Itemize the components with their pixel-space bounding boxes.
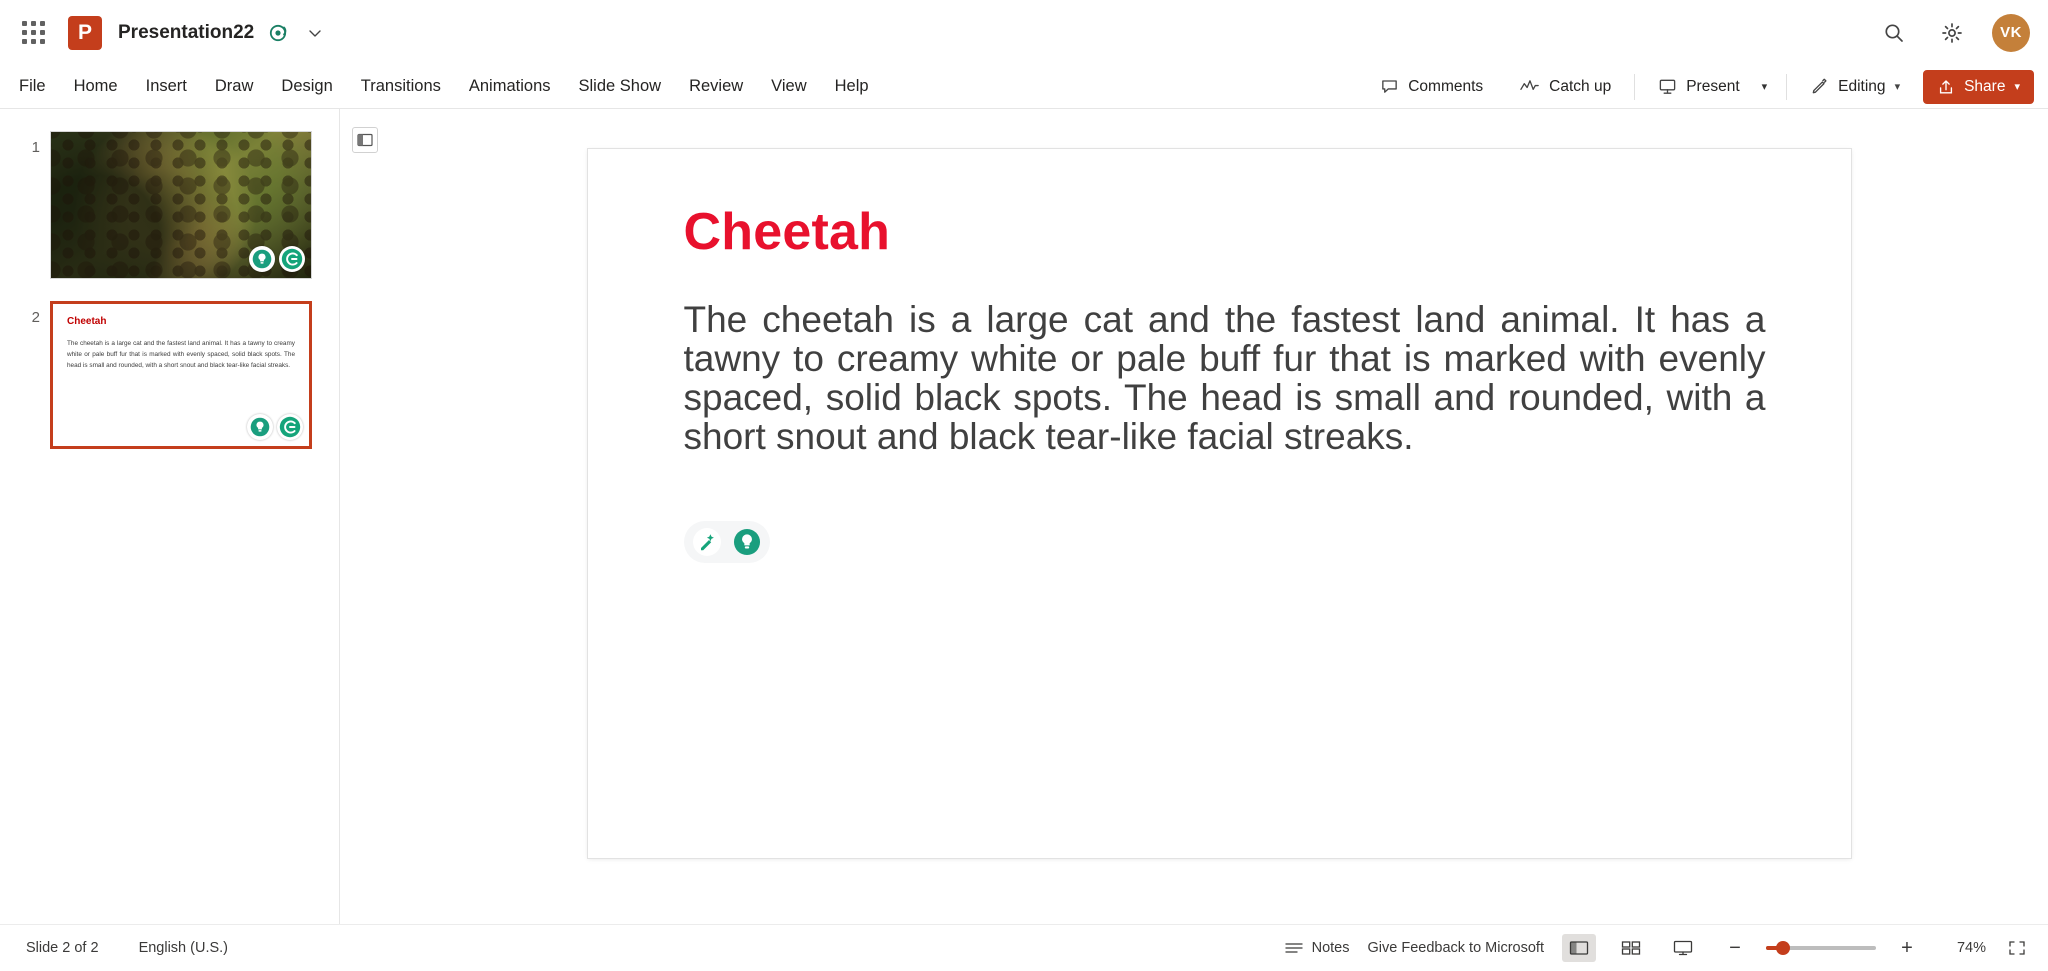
slide-suggestion-badges	[684, 521, 770, 563]
tab-help[interactable]: Help	[834, 77, 869, 95]
designer-idea-icon[interactable]	[249, 246, 275, 272]
zoom-slider[interactable]	[1766, 946, 1876, 950]
divider	[1786, 74, 1787, 100]
present-chevron-down-icon[interactable]: ▾	[1761, 81, 1768, 93]
ribbon-tab-bar	[0, 65, 2048, 109]
grammarly-icon[interactable]	[277, 414, 303, 440]
thumbnail-number: 1	[31, 139, 40, 156]
tab-draw[interactable]: Draw	[214, 77, 254, 95]
editing-chevron-down-icon[interactable]: ▾	[1894, 81, 1901, 93]
document-title[interactable]: Presentation22	[118, 21, 255, 43]
divider	[1634, 74, 1635, 100]
zoom-controls	[1718, 934, 2034, 962]
share-icon	[1937, 78, 1955, 96]
gear-icon[interactable]	[1934, 15, 1970, 51]
editing-label: Editing	[1838, 77, 1886, 95]
thumbnail-body: The cheetah is a large cat and the fastest land animal. It has a tawny to creamy white or pale buff fur that is marked with evenly spaced, solid black spots. The head is small and rounded, with a short snout and black tear-like facial streaks.	[67, 340, 295, 370]
work-area	[0, 109, 2048, 924]
thumbnail-title: Cheetah	[67, 316, 107, 327]
status-right	[1284, 934, 2034, 962]
status-bar	[0, 924, 2048, 971]
pane-gutter	[340, 109, 390, 924]
powerpoint-logo-icon	[68, 16, 102, 50]
status-left	[26, 940, 228, 956]
present-label: Present	[1686, 77, 1740, 95]
slide-sorter-view-button[interactable]	[1614, 934, 1648, 962]
zoom-out-button[interactable]: −	[1729, 936, 1741, 959]
tab-home[interactable]: Home	[73, 77, 118, 95]
tab-file[interactable]: File	[19, 77, 46, 95]
present-split-button	[1645, 69, 1776, 104]
search-icon[interactable]	[1876, 15, 1912, 51]
thumbnail-row-1[interactable]	[0, 131, 339, 279]
slide-body-placeholder[interactable]: The cheetah is a large cat and the fastest land animal. It has a tawny to creamy white or pale buff fur that is marked with evenly spaced, solid black spots. The head is small and rounded, with a short snout and black tear-like facial streaks.	[683, 299, 1766, 457]
share-button[interactable]	[1923, 70, 2034, 104]
title-bar-actions	[1876, 14, 2030, 52]
notes-label: Notes	[1311, 940, 1350, 956]
feedback-button[interactable]	[1368, 940, 1545, 956]
tab-insert[interactable]: Insert	[145, 77, 187, 95]
ribbon-actions	[1367, 69, 2034, 104]
comments-button[interactable]	[1367, 69, 1496, 104]
comment-icon	[1380, 77, 1399, 96]
tab-design[interactable]: Design	[281, 77, 333, 95]
slide-canvas[interactable]	[588, 149, 1851, 858]
thumbnail-row-2[interactable]	[0, 301, 339, 449]
grammarly-icon[interactable]	[279, 246, 305, 272]
avatar[interactable]: VK	[1992, 14, 2030, 52]
tab-slide-show[interactable]: Slide Show	[578, 77, 662, 95]
zoom-level-label[interactable]: 74%	[1956, 940, 1986, 956]
ribbon-tabs	[6, 70, 882, 103]
zoom-in-button[interactable]: +	[1901, 936, 1913, 959]
share-label: Share	[1964, 77, 2006, 95]
catch-up-icon	[1519, 77, 1540, 96]
editing-mode-button[interactable]	[1797, 69, 1913, 104]
catch-up-label: Catch up	[1549, 77, 1612, 95]
share-chevron-down-icon[interactable]: ▾	[2014, 81, 2020, 93]
tab-review[interactable]: Review	[689, 77, 744, 95]
slide-counter[interactable]: Slide 2 of 2	[26, 940, 99, 956]
tab-transitions[interactable]: Transitions	[360, 77, 441, 95]
slide-thumbnail-1[interactable]	[50, 131, 312, 279]
present-screen-icon	[1658, 77, 1677, 96]
pencil-icon	[1810, 77, 1829, 96]
designer-idea-icon[interactable]	[247, 414, 273, 440]
app-initial: P	[77, 20, 92, 44]
tab-animations[interactable]: Animations	[468, 77, 551, 95]
slide-canvas-area	[390, 109, 2048, 924]
normal-view-button[interactable]	[1562, 934, 1596, 962]
slideshow-view-button[interactable]	[1666, 934, 1700, 962]
notes-button[interactable]	[1284, 940, 1350, 956]
app-launcher-button[interactable]	[10, 10, 56, 56]
tab-view[interactable]: View	[771, 77, 807, 95]
thumbnail-number: 2	[31, 309, 40, 326]
title-bar	[0, 0, 2048, 65]
app-launcher-icon	[22, 21, 45, 44]
catch-up-button[interactable]	[1506, 69, 1624, 104]
slide-thumbnail-pane[interactable]	[0, 109, 340, 924]
feedback-label: Give Feedback to Microsoft	[1367, 940, 1544, 956]
rewrite-magic-icon[interactable]	[690, 525, 724, 559]
title-menu-chevron-down-icon[interactable]	[304, 22, 326, 44]
thumbnail-badges	[247, 414, 303, 440]
thumbnail-badges	[249, 246, 305, 272]
zoom-slider-knob[interactable]	[1776, 941, 1790, 955]
fit-to-window-button[interactable]	[2000, 934, 2034, 962]
present-button[interactable]	[1645, 69, 1752, 104]
language-indicator[interactable]: English (U.S.)	[138, 940, 229, 956]
slide-thumbnail-2[interactable]	[50, 301, 312, 449]
slide-title-placeholder[interactable]: Cheetah	[683, 203, 891, 261]
designer-idea-icon[interactable]	[730, 525, 764, 559]
collapse-pane-button[interactable]	[352, 127, 378, 153]
notes-icon	[1284, 940, 1304, 956]
comments-label: Comments	[1408, 77, 1484, 95]
autosave-icon[interactable]	[266, 20, 292, 46]
